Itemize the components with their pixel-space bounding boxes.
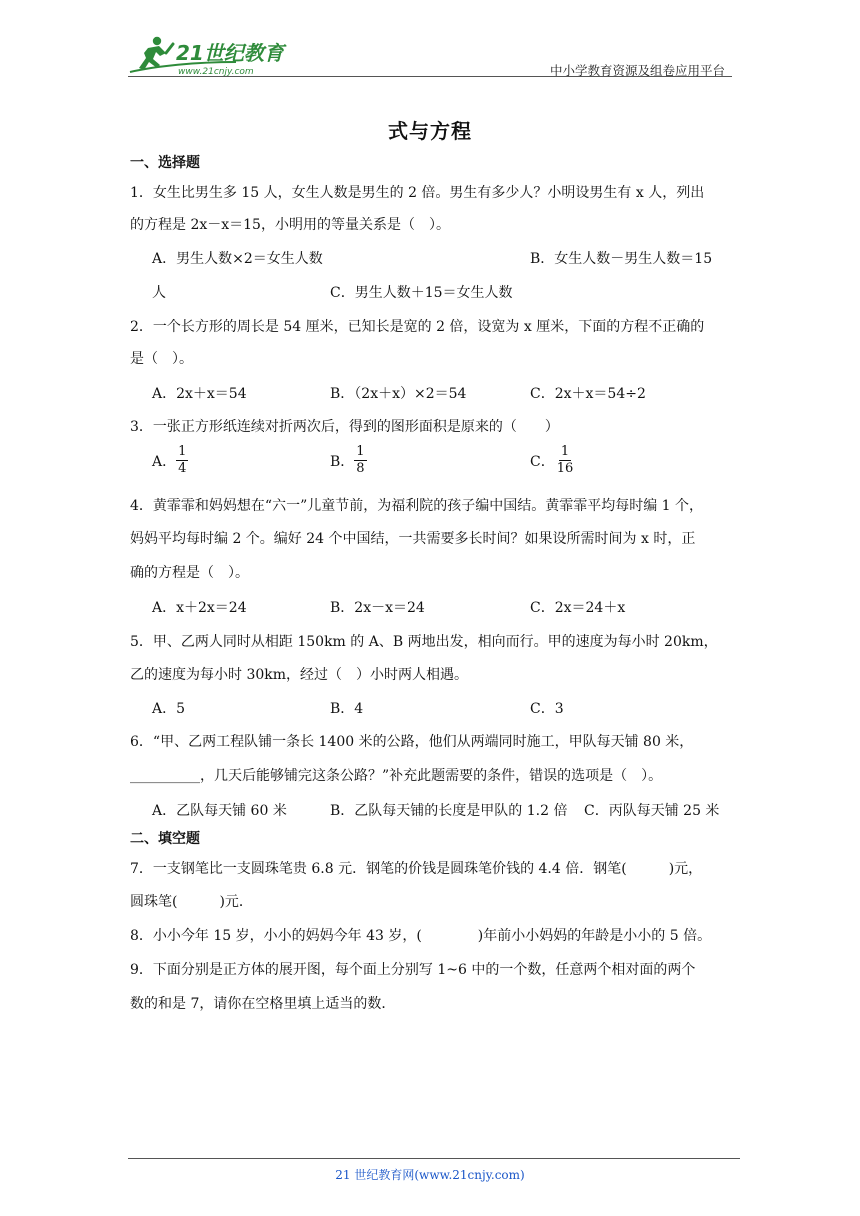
logo-subtext: www.21cnjy.com	[178, 67, 254, 77]
question-2-option-a: A．2x＋x＝54	[152, 386, 247, 402]
question-1-option-b: B．女生人数－男生人数＝15	[530, 251, 713, 267]
fraction	[555, 445, 576, 477]
question-4-option-b: B．2x－x＝24	[330, 600, 425, 616]
question-5-option-b: B．4	[330, 701, 364, 717]
fraction-numerator: 1	[559, 445, 571, 461]
question-4-option-c: C．2x＝24＋x	[530, 600, 626, 616]
question-3-option-a	[152, 445, 188, 477]
question-8-line-1: 8．小小今年 15 岁，小小的妈妈今年 43 岁，( )年前小小妈妈的年龄是小小的 5 倍。	[130, 928, 712, 944]
question-1-line-1: 1．女生比男生多 15 人，女生人数是男生的 2 倍。男生有多少人？小明设男生有 x 人，列出	[130, 185, 705, 201]
question-1-line-2: 的方程是 2x－x＝15，小明用的等量关系是（ ）。	[130, 217, 450, 233]
option-prefix: A．	[152, 453, 177, 470]
question-2-line-1: 2．一个长方形的周长是 54 厘米，已知长是宽的 2 倍，设宽为 x 厘米，下面的方程不正确的	[130, 319, 705, 335]
question-4-line-3: 确的方程是（ ）。	[130, 565, 249, 581]
question-5-option-c: C．3	[530, 701, 564, 717]
fraction-denominator: 16	[556, 461, 574, 477]
question-3-line-1: 3．一张正方形纸连续对折两次后，得到的图形面积是原来的（ ）	[130, 419, 559, 435]
question-5-line-1: 5．甲、乙两人同时从相距 150km 的 A、B 两地出发，相向而行。甲的速度为每小时 20km，	[130, 634, 718, 650]
question-6-option-b: B．乙队每天铺的长度是甲队的 1.2 倍	[330, 803, 568, 819]
question-7-line-2: 圆珠笔( )元．	[130, 894, 253, 910]
fraction-denominator: 8	[356, 461, 365, 477]
option-prefix: C．	[530, 453, 555, 470]
question-6-option-a: A．乙队每天铺 60 米	[152, 803, 287, 819]
site-logo	[126, 32, 296, 80]
fraction	[176, 445, 188, 477]
question-1-option-c: C．男生人数＋15＝女生人数	[330, 285, 513, 301]
question-4-line-1: 4．黄霏霏和妈妈想在“六一”儿童节前，为福利院的孩子编中国结。黄霏霏平均每时编 1 个，	[130, 498, 704, 514]
fraction-numerator: 1	[354, 445, 366, 461]
question-5-option-a: A．5	[152, 701, 186, 717]
question-3-option-c	[530, 445, 575, 477]
question-4-option-a: A．x＋2x＝24	[152, 600, 247, 616]
question-7-line-1: 7．一支钢笔比一支圆珠笔贵 6.8 元．钢笔的价钱是圆珠笔价钱的 4.4 倍．钢笔( )元，	[130, 861, 703, 877]
page-title: 式与方程	[388, 119, 472, 143]
fraction-numerator: 1	[176, 445, 188, 461]
question-1-option-b-continued: 人	[152, 285, 166, 301]
question-6-line-2: __________，几天后能够铺完这条公路？”补充此题需要的条件，错误的选项是（ ）。	[130, 768, 663, 784]
fraction-denominator: 4	[178, 461, 187, 477]
section-heading-fill-blank: 二、填空题	[130, 831, 200, 847]
option-prefix: B．	[330, 453, 355, 470]
question-3-option-b	[330, 445, 367, 477]
question-4-line-2: 妈妈平均每时编 2 个。编好 24 个中国结，一共需要多长时间？如果设所需时间为 x 时，正	[130, 531, 696, 547]
question-5-line-2: 乙的速度为每小时 30km，经过（ ）小时两人相遇。	[130, 667, 469, 683]
fraction	[354, 445, 366, 477]
footer-link[interactable]: 21 世纪教育网(www.21cnjy.com)	[335, 1168, 525, 1182]
question-2-line-2: 是（ ）。	[130, 351, 193, 367]
question-1-option-a: A．男生人数×2＝女生人数	[152, 251, 323, 267]
question-2-option-b: B．（2x＋x）×2＝54	[330, 386, 467, 402]
question-9-line-1: 9．下面分别是正方体的展开图，每个面上分别写 1~6 中的一个数，任意两个相对面的两个	[130, 962, 696, 978]
section-heading-choice: 一、选择题	[130, 155, 200, 171]
question-6-option-c: C．丙队每天铺 25 米	[584, 803, 720, 819]
header-platform-text: 中小学教育资源及组卷应用平台	[549, 63, 725, 78]
header-divider	[128, 76, 732, 77]
footer-divider	[128, 1158, 740, 1159]
question-2-option-c: C．2x＋x＝54÷2	[530, 386, 646, 402]
question-9-line-2: 数的和是 7，请你在空格里填上适当的数．	[130, 996, 396, 1012]
question-6-line-1: 6．“甲、乙两工程队铺一条长 1400 米的公路，他们从两端同时施工，甲队每天铺 80 米，	[130, 734, 694, 750]
logo-text: 21世纪教育	[176, 41, 284, 65]
